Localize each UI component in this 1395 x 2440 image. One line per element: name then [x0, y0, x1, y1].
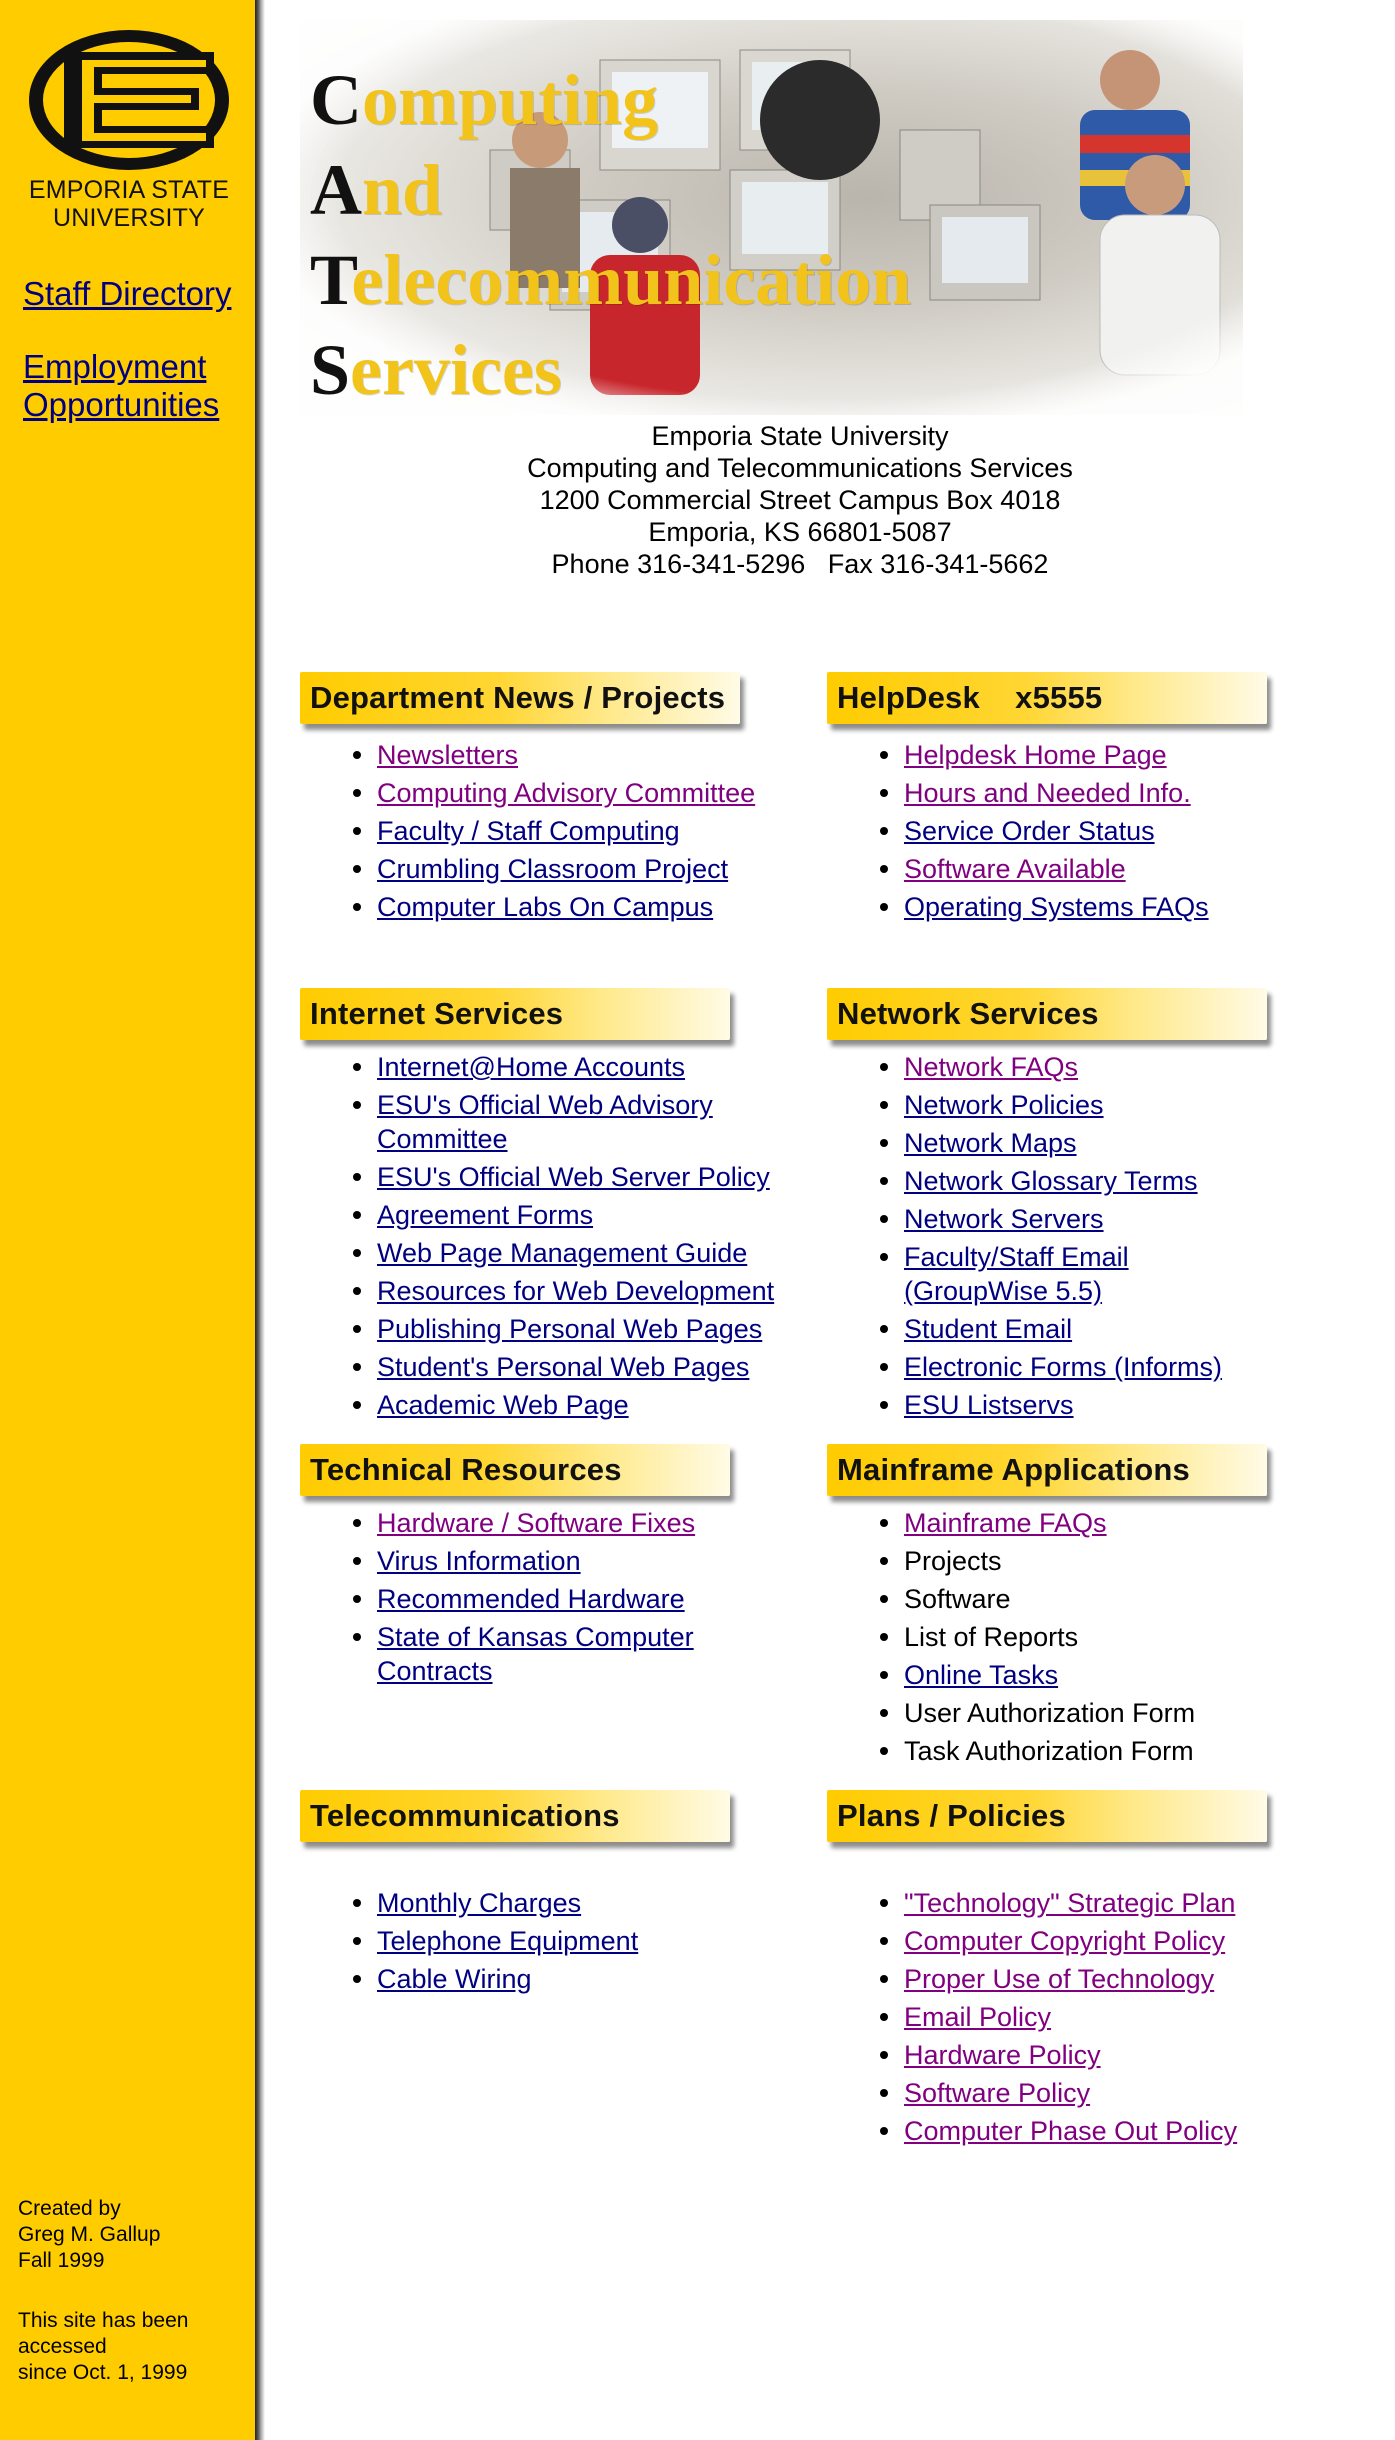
- link-list: [300, 1050, 774, 1422]
- list-item-text: User Authorization Form: [904, 1698, 1196, 1728]
- list-item: [827, 1202, 1267, 1236]
- list-item-link[interactable]: Monthly Charges: [377, 1888, 582, 1918]
- list-item: [827, 1734, 1267, 1768]
- section-department-news: [300, 672, 755, 928]
- opportunities-link[interactable]: Opportunities: [23, 386, 220, 423]
- list-item-link[interactable]: Hardware Policy: [904, 2040, 1101, 2070]
- list-item-link[interactable]: Service Order Status: [904, 816, 1155, 846]
- link-list: [827, 1886, 1267, 2148]
- banner-cap: T: [310, 240, 352, 320]
- list-item: [300, 1160, 774, 1194]
- list-item: [300, 1350, 774, 1384]
- list-item-link[interactable]: Faculty / Staff Computing: [377, 816, 680, 846]
- section-header: [300, 1444, 730, 1496]
- list-item: [827, 1506, 1267, 1540]
- esu-e-emblem-icon: [24, 22, 234, 172]
- section-helpdesk: [827, 672, 1267, 928]
- link-list: [827, 738, 1267, 924]
- list-item-text: Task Authorization Form: [904, 1736, 1194, 1766]
- list-item: [300, 1506, 730, 1540]
- address-line: Phone 316-341-5296 Fax 316-341-5662: [551, 549, 1049, 579]
- list-item-link[interactable]: Hours and Needed Info.: [904, 778, 1191, 808]
- logo-text-line1: EMPORIA STATE: [28, 176, 230, 204]
- section-header: [300, 988, 730, 1040]
- list-item-text: Projects: [904, 1546, 1002, 1576]
- list-item: [300, 1198, 774, 1232]
- list-item-text: Software: [904, 1584, 1011, 1614]
- logo-text-line2: UNIVERSITY: [52, 204, 206, 232]
- list-item: [300, 1962, 730, 1996]
- list-item-link[interactable]: Recommended Hardware: [377, 1584, 685, 1614]
- banner-rest: nd: [362, 150, 443, 230]
- list-item-link[interactable]: Computing Advisory Committee: [377, 778, 756, 808]
- list-item: [300, 1236, 774, 1270]
- list-item-link[interactable]: Hardware / Software Fixes: [377, 1508, 696, 1538]
- credit-line: Greg M. Gallup: [18, 2223, 161, 2246]
- section-title: Department News / Projects: [310, 680, 726, 715]
- list-item-link[interactable]: Virus Information: [377, 1546, 581, 1576]
- list-item-link[interactable]: Proper Use of Technology: [904, 1964, 1215, 1994]
- list-item: [300, 776, 755, 810]
- section-title: Telecommunications: [310, 1798, 620, 1833]
- section-telecommunications: [300, 1790, 730, 2000]
- list-item-link[interactable]: State of Kansas Computer: [377, 1622, 694, 1652]
- sidebar-shadow: [255, 0, 265, 2440]
- list-item: [827, 1050, 1267, 1084]
- credit-line: Created by: [18, 2197, 121, 2220]
- counter-line: since Oct. 1, 1999: [18, 2361, 188, 2384]
- list-item-link[interactable]: ESU Listservs: [904, 1390, 1074, 1420]
- list-item-link[interactable]: Student Email: [904, 1314, 1073, 1344]
- link-list: [300, 738, 755, 924]
- list-item: [300, 890, 755, 924]
- banner-line: [310, 145, 911, 235]
- list-item: [300, 814, 755, 848]
- cats-banner: [300, 20, 1243, 415]
- list-item-link[interactable]: Helpdesk Home Page: [904, 740, 1167, 770]
- list-item: [300, 1274, 774, 1308]
- staff-directory-link[interactable]: Staff Directory: [23, 275, 232, 312]
- banner-line: [310, 325, 911, 415]
- section-header: [827, 988, 1267, 1040]
- list-item: [827, 1620, 1267, 1654]
- list-item-link[interactable]: Contracts: [377, 1656, 493, 1686]
- list-item-link[interactable]: Web Page Management Guide: [377, 1238, 748, 1268]
- section-title: HelpDesk x5555: [837, 680, 1103, 715]
- section-header: [827, 1790, 1267, 1842]
- list-item: [827, 1088, 1267, 1122]
- list-item-link[interactable]: Network FAQs: [904, 1052, 1079, 1082]
- section-plans-policies: [827, 1790, 1267, 2152]
- address-line: Emporia State University: [651, 421, 949, 451]
- section-title: Network Services: [837, 996, 1099, 1031]
- list-item: [300, 852, 755, 886]
- list-item-link[interactable]: Network Maps: [904, 1128, 1077, 1158]
- list-item-link[interactable]: Publishing Personal Web Pages: [377, 1314, 763, 1344]
- sidebar: [0, 0, 255, 2440]
- list-item: [827, 738, 1267, 772]
- list-item-link[interactable]: Network Policies: [904, 1090, 1104, 1120]
- section-title: Technical Resources: [310, 1452, 622, 1487]
- list-item: [827, 852, 1267, 886]
- list-item-link[interactable]: Online Tasks: [904, 1660, 1059, 1690]
- list-item-link[interactable]: (GroupWise 5.5): [904, 1276, 1103, 1306]
- list-item-link[interactable]: Mainframe FAQs: [904, 1508, 1107, 1538]
- list-item: [827, 1240, 1267, 1308]
- link-list: [300, 1886, 730, 1996]
- list-item: [827, 814, 1267, 848]
- list-item: [827, 1962, 1267, 1996]
- list-item-link[interactable]: Newsletters: [377, 740, 519, 770]
- list-item: [300, 1050, 774, 1084]
- address-line: Computing and Telecommunications Services: [527, 453, 1073, 483]
- list-item-link[interactable]: Computer Labs On Campus: [377, 892, 714, 922]
- banner-rest: omputing: [362, 60, 659, 140]
- list-item-link[interactable]: Operating Systems FAQs: [904, 892, 1209, 922]
- list-item: [827, 2114, 1267, 2148]
- list-item: [827, 1164, 1267, 1198]
- banner-title: [310, 55, 911, 415]
- counter-line: accessed: [18, 2335, 107, 2358]
- list-item-link[interactable]: Crumbling Classroom Project: [377, 854, 729, 884]
- list-item-text: List of Reports: [904, 1622, 1079, 1652]
- section-internet-services: [300, 988, 774, 1426]
- list-item-link[interactable]: ESU's Official Web Server Policy: [377, 1162, 770, 1192]
- list-item: [827, 1312, 1267, 1346]
- section-network-services: [827, 988, 1267, 1426]
- list-item-link[interactable]: Student's Personal Web Pages: [377, 1352, 750, 1382]
- section-mainframe-applications: [827, 1444, 1267, 1772]
- list-item-link[interactable]: Computer Copyright Policy: [904, 1926, 1226, 1956]
- link-list: [827, 1506, 1267, 1768]
- hit-counter-text: [18, 2308, 188, 2386]
- list-item: [827, 1924, 1267, 1958]
- link-list: [300, 1506, 730, 1688]
- list-item-link[interactable]: Academic Web Page: [377, 1390, 629, 1420]
- contact-address: [300, 420, 1300, 580]
- banner-cap: S: [310, 330, 351, 410]
- list-item-link[interactable]: Telephone Equipment: [377, 1926, 639, 1956]
- list-item: [827, 2038, 1267, 2072]
- list-item: [300, 1924, 730, 1958]
- banner-line: [310, 235, 911, 325]
- list-item: [827, 1388, 1267, 1422]
- banner-rest: ervices: [350, 330, 562, 410]
- address-line: Emporia, KS 66801-5087: [648, 517, 952, 547]
- banner-line: [310, 55, 911, 145]
- banner-rest: elecommunication: [351, 240, 912, 320]
- list-item: [827, 2076, 1267, 2110]
- banner-cap: A: [310, 150, 362, 230]
- link-list: [827, 1050, 1267, 1422]
- list-item-link[interactable]: Network Servers: [904, 1204, 1104, 1234]
- section-header: [827, 672, 1267, 724]
- list-item: [827, 1658, 1267, 1692]
- list-item-link[interactable]: Electronic Forms (Informs): [904, 1352, 1223, 1382]
- list-item-link[interactable]: "Technology" Strategic Plan: [904, 1888, 1236, 1918]
- credit-text: [18, 2196, 160, 2274]
- list-item: [827, 776, 1267, 810]
- counter-line: This site has been: [18, 2309, 189, 2332]
- list-item-link[interactable]: Internet@Home Accounts: [377, 1052, 686, 1082]
- list-item-link[interactable]: Cable Wiring: [377, 1964, 532, 1994]
- list-item: [300, 1312, 774, 1346]
- list-item-link[interactable]: Resources for Web Development: [377, 1276, 775, 1306]
- list-item: [300, 1582, 730, 1616]
- list-item: [827, 890, 1267, 924]
- employment-link[interactable]: Employment: [23, 348, 207, 385]
- list-item: [300, 1088, 774, 1156]
- list-item-link[interactable]: Committee: [377, 1124, 508, 1154]
- list-item: [300, 1620, 730, 1688]
- list-item-link[interactable]: Agreement Forms: [377, 1200, 594, 1230]
- list-item-link[interactable]: ESU's Official Web Advisory: [377, 1090, 713, 1120]
- section-title: Internet Services: [310, 996, 564, 1031]
- address-line: 1200 Commercial Street Campus Box 4018: [539, 485, 1061, 515]
- list-item: [300, 738, 755, 772]
- list-item: [827, 1886, 1267, 1920]
- section-title: Mainframe Applications: [837, 1452, 1190, 1487]
- section-technical-resources: [300, 1444, 730, 1692]
- banner-cap: C: [310, 60, 362, 140]
- list-item-link[interactable]: Software Available: [904, 854, 1126, 884]
- credit-line: Fall 1999: [18, 2249, 105, 2272]
- list-item: [300, 1886, 730, 1920]
- section-header: [300, 672, 740, 724]
- list-item: [827, 1350, 1267, 1384]
- list-item: [827, 1544, 1267, 1578]
- list-item: [827, 1126, 1267, 1160]
- list-item: [827, 2000, 1267, 2034]
- list-item-link[interactable]: Faculty/Staff Email: [904, 1242, 1129, 1272]
- esu-logo[interactable]: [24, 22, 234, 232]
- list-item: [300, 1544, 730, 1578]
- list-item: [827, 1696, 1267, 1730]
- list-item-link[interactable]: Computer Phase Out Policy: [904, 2116, 1238, 2146]
- section-header: [300, 1790, 730, 1842]
- list-item: [827, 1582, 1267, 1616]
- section-title: Plans / Policies: [837, 1798, 1066, 1833]
- list-item-link[interactable]: Email Policy: [904, 2002, 1052, 2032]
- list-item: [300, 1388, 774, 1422]
- section-header: [827, 1444, 1267, 1496]
- list-item-link[interactable]: Network Glossary Terms: [904, 1166, 1198, 1196]
- list-item-link[interactable]: Software Policy: [904, 2078, 1091, 2108]
